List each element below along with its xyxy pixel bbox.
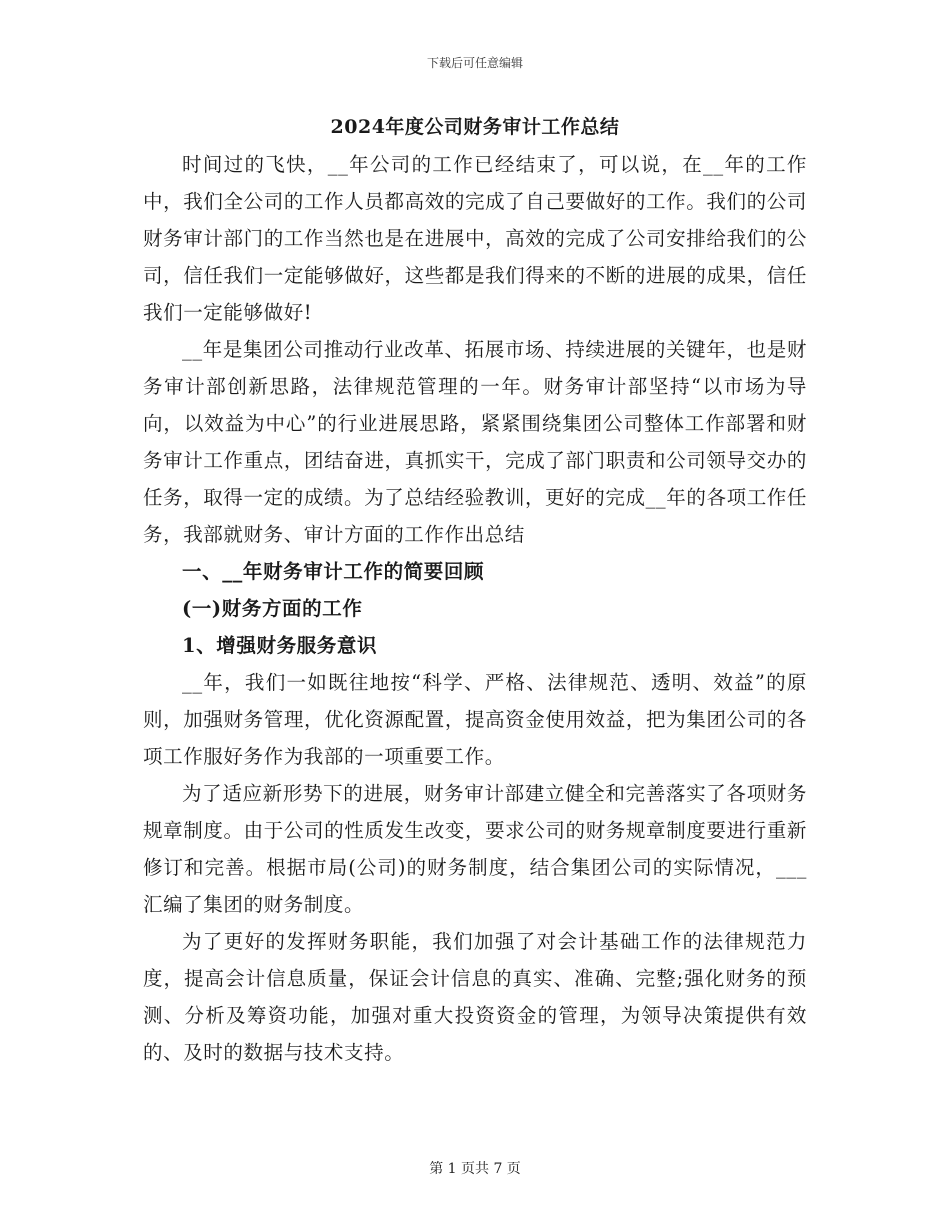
section-heading-review: 一、__年财务审计工作的简要回顾 [182, 560, 485, 583]
paragraph-principles: __年，我们一如既往地按“科学、严格、法律规范、透明、效益”的原则，加强财务管理，优化资源配置，提高资金使用效益，把为集团公司的各项工作服好务作为我部的一项重要工作。 [143, 671, 807, 768]
page-header-note: 下载后可任意编辑 [426, 56, 523, 70]
paragraph-regulations: 为了适应新形势下的进展，财务审计部建立健全和完善落实了各项财务规章制度。由于公司的性质发生改变，要求公司的财务规章制度要进行重新修订和完善。根据市局(公司)的财务制度，结合集团公司的实际情况，___汇编了集团的财务制度。 [143, 782, 807, 916]
document-title: 2024年度公司财务审计工作总结 [330, 116, 620, 138]
subsection-heading-finance: (一)财务方面的工作 [182, 597, 363, 620]
paragraph-accounting: 为了更好的发挥财务职能，我们加强了对会计基础工作的法律规范力度，提高会计信息质量，保证会计信息的真实、准确、完整;强化财务的预测、分析及筹资功能，加强对重大投资资金的管理，为领导决策提供有效的、及时的数据与技术支持。 [143, 930, 807, 1064]
document-body [143, 146, 807, 1071]
item-heading-service: 1、增强财务服务意识 [182, 634, 378, 657]
paragraph-overview: __年是集团公司推动行业改革、拓展市场、持续进展的关键年，也是财务审计部创新思路，法律规范管理的一年。财务审计部坚持“以市场为导向，以效益为中心”的行业进展思路，紧紧围绕集团公司整体工作部署和财务审计工作重点，团结奋进，真抓实干，完成了部门职责和公司领导交办的任务，取得一定的成绩。为了总结经验教训，更好的完成__年的各项工作任务，我部就财务、审计方面的工作作出总结 [143, 338, 807, 546]
page-indicator: 第 1 页共 7 页 [429, 1161, 521, 1177]
paragraph-intro: 时间过的飞快，__年公司的工作已经结束了，可以说，在__年的工作中，我们全公司的工作人员都高效的完成了自己要做好的工作。我们的公司财务审计部门的工作当然也是在进展中，高效的完成了公司安排给我们的公司，信任我们一定能够做好，这些都是我们得来的不断的进展的成果，信任我们一定能够做好! [143, 153, 807, 324]
